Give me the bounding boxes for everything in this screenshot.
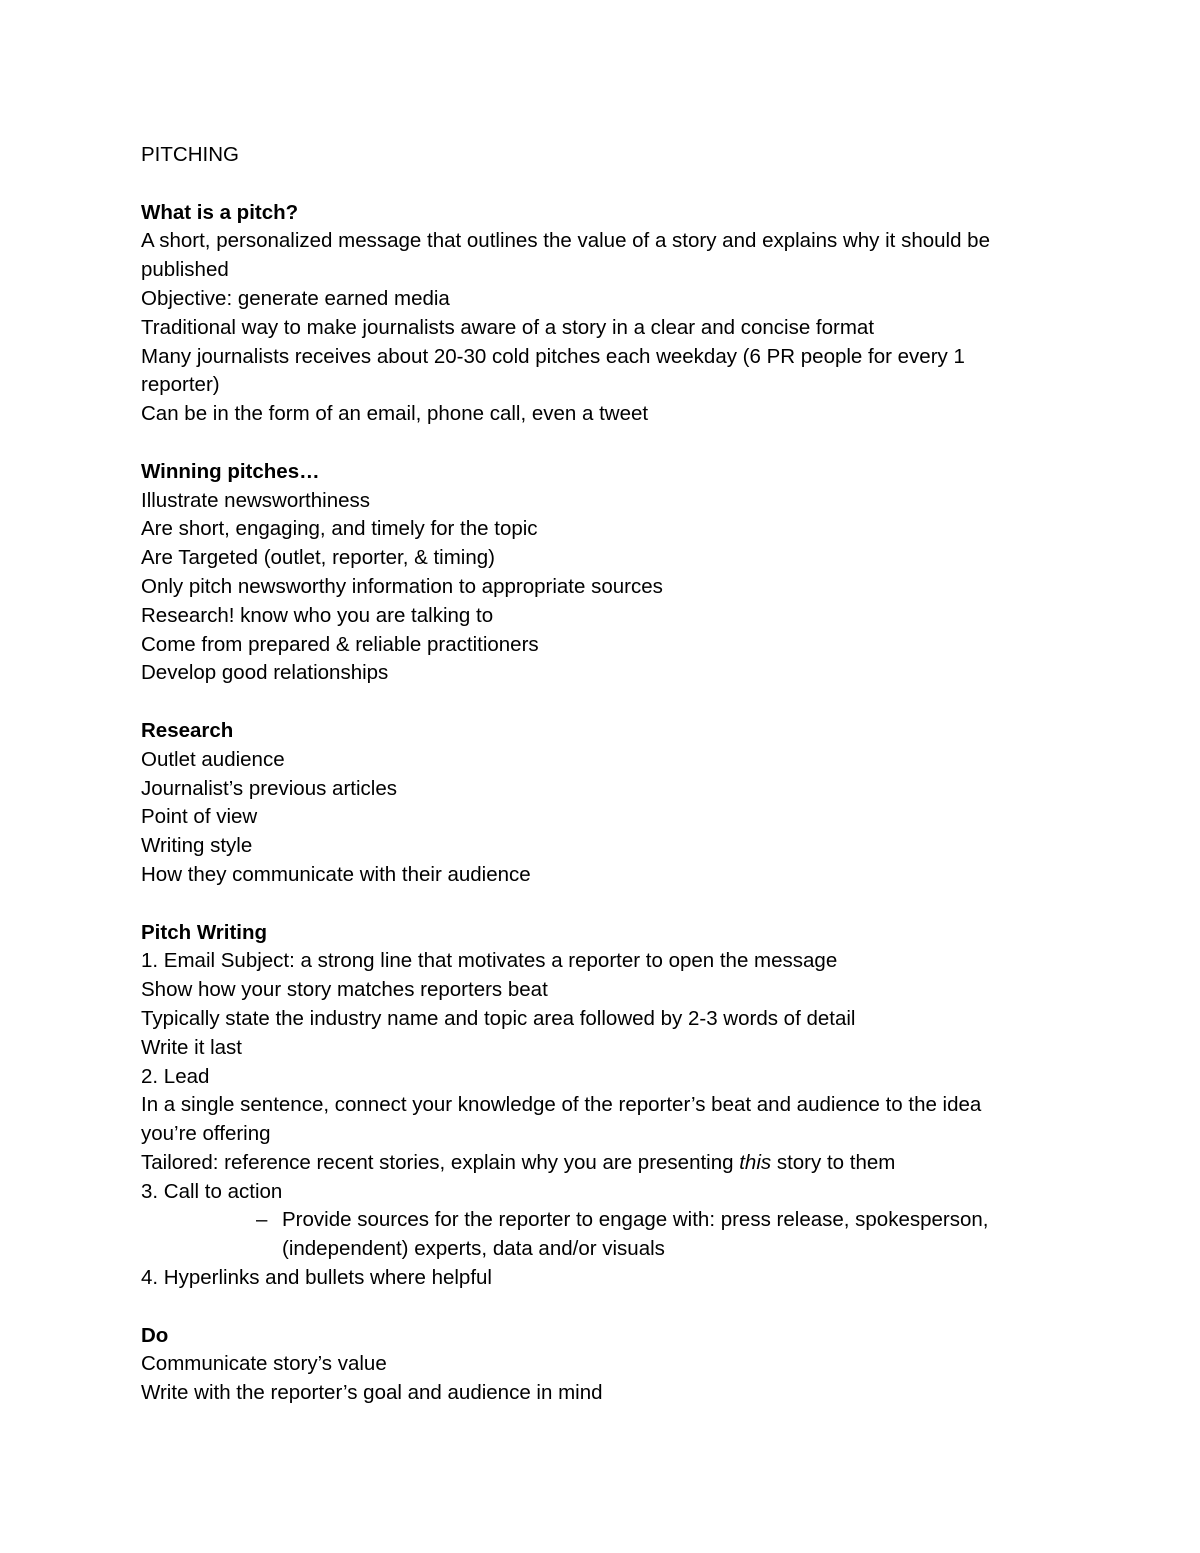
- body-line: Outlet audience: [141, 747, 285, 771]
- dash-bullet-icon: –: [256, 1208, 268, 1232]
- section-heading-what-is-a-pitch: What is a pitch?: [141, 200, 299, 224]
- spacer: [141, 1293, 1041, 1322]
- spacer: [141, 688, 1041, 717]
- body-line: In a single sentence, connect your knowledge of the reporter’s beat and audience to the idea: [141, 1093, 982, 1117]
- body-line: you’re offering: [141, 1122, 271, 1146]
- body-line: Come from prepared & reliable practitioners: [141, 632, 539, 656]
- body-line: 2. Lead: [141, 1064, 210, 1088]
- section-heading-winning-pitches: Winning pitches…: [141, 459, 320, 483]
- body-line: Journalist’s previous articles: [141, 776, 397, 800]
- body-line: Are Targeted (outlet, reporter, & timing): [141, 546, 495, 570]
- document-body: [141, 141, 1041, 1408]
- body-line: Communicate story’s value: [141, 1352, 387, 1376]
- tailored-line: [141, 1149, 1041, 1178]
- body-line: Traditional way to make journalists aware of a story in a clear and concise format: [141, 315, 875, 339]
- body-line: 1. Email Subject: a strong line that motivates a reporter to open the message: [141, 949, 838, 973]
- section-heading-research: Research: [141, 718, 234, 742]
- body-line: Can be in the form of an email, phone call, even a tweet: [141, 402, 649, 426]
- body-line: Point of view: [141, 805, 258, 829]
- bullet-item: [141, 1206, 1062, 1264]
- body-line: Write with the reporter’s goal and audience in mind: [141, 1381, 603, 1405]
- body-line: Are short, engaging, and timely for the topic: [141, 517, 538, 541]
- body-line: A short, personalized message that outlines the value of a story and explains why it should be: [141, 229, 990, 253]
- section-heading-do: Do: [141, 1323, 169, 1347]
- tailored-text-start: Tailored: reference recent stories, explain why you are presenting: [141, 1150, 740, 1174]
- body-line: reporter): [141, 373, 220, 397]
- body-line: 3. Call to action: [141, 1179, 283, 1203]
- body-line: Develop good relationships: [141, 661, 389, 685]
- body-line: Writing style: [141, 834, 253, 858]
- body-line: Write it last: [141, 1035, 242, 1059]
- document-title: PITCHING: [141, 143, 239, 166]
- body-line: Research! know who you are talking to: [141, 603, 494, 627]
- spacer: [141, 429, 1041, 458]
- body-line: Typically state the industry name and topic area followed by 2-3 words of detail: [141, 1006, 856, 1030]
- body-line: Illustrate newsworthiness: [141, 488, 371, 512]
- bullet-text-line: Provide sources for the reporter to engage with: press release, spokesperson,: [282, 1208, 989, 1232]
- body-line: Show how your story matches reporters beat: [141, 978, 548, 1002]
- body-line: How they communicate with their audience: [141, 862, 531, 886]
- bullet-text-line: (independent) experts, data and/or visuals: [282, 1237, 665, 1261]
- body-line: Only pitch newsworthy information to appropriate sources: [141, 574, 663, 598]
- body-line: Objective: generate earned media: [141, 286, 450, 310]
- body-line: Many journalists receives about 20-30 cold pitches each weekday (6 PR people for every 1: [141, 344, 965, 368]
- section-heading-pitch-writing: Pitch Writing: [141, 920, 268, 944]
- tailored-text-end: story to them: [771, 1150, 896, 1174]
- body-line: 4. Hyperlinks and bullets where helpful: [141, 1266, 492, 1290]
- tailored-emphasis: this: [739, 1150, 772, 1174]
- body-line: published: [141, 258, 229, 282]
- spacer: [141, 890, 1041, 919]
- spacer: [141, 170, 1041, 199]
